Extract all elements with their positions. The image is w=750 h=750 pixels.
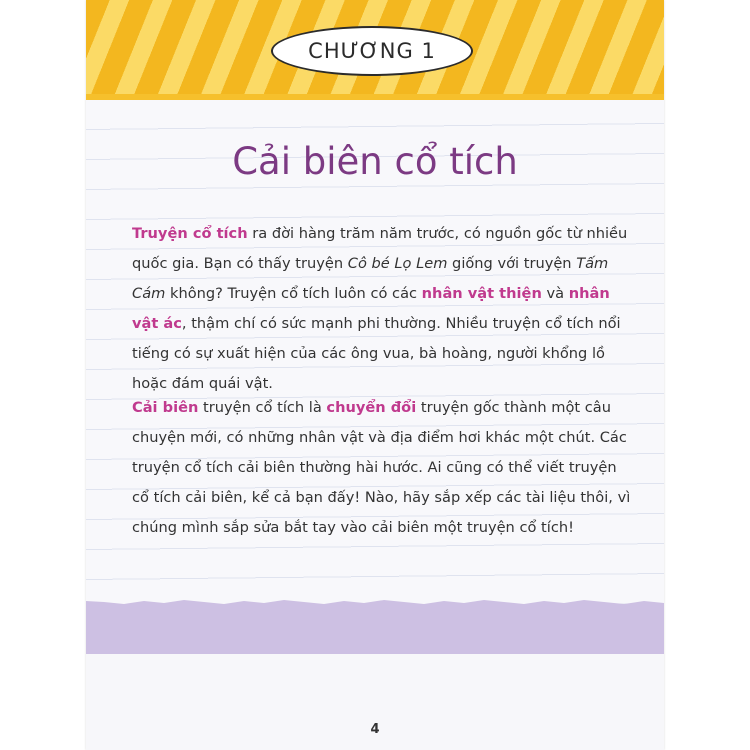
text-segment: truyện cổ tích là <box>198 399 327 416</box>
lavender-torn-edge <box>86 596 664 610</box>
paragraph-intro <box>132 219 632 399</box>
term-adaptation: Cải biên <box>132 399 199 416</box>
story-title-tam-cam: Tấm Cám <box>132 255 609 302</box>
chapter-badge <box>271 26 473 76</box>
text-segment: giống với truyện <box>447 255 577 272</box>
text-segment: , thậm chí có sức mạnh phi thường. Nhiều truyện cổ tích nổi tiếng có sự xuất hiện của các ông vua, bà hoàng, người khổng lồ hoặc đám quái vật. <box>132 315 621 392</box>
text-segment: truyện gốc thành một câu chuyện mới, có những nhân vật và địa điểm hơi khác một chút. Các truyện cổ tích cải biên thường hài hước. Ai cũng có thể viết truyện cổ tích cải biên, kể cả bạn đấy! Nào, hãy sắp xếp các tài liệu thôi, vì chúng mình sắp sửa bắt tay vào cải biên một truyện cổ tích! <box>132 399 631 536</box>
book-page <box>86 0 664 750</box>
term-transform: chuyển đổi <box>326 399 417 416</box>
lavender-band <box>86 604 664 654</box>
page-title: Cải biên cổ tích <box>232 140 518 183</box>
text-segment: không? Truyện cổ tích luôn có các <box>165 285 422 302</box>
term-evil-characters: nhân vật ác <box>132 285 610 332</box>
page-number: 4 <box>370 722 380 737</box>
term-fairy-tale: Truyện cổ tích <box>132 225 248 242</box>
term-good-characters: nhân vật thiện <box>421 285 542 302</box>
text-segment: và <box>541 285 569 302</box>
chapter-label: CHƯƠNG 1 <box>308 39 436 63</box>
text-segment: ra đời hàng trăm năm trước, có nguồn gốc từ nhiều quốc gia. Bạn có thấy truyện <box>132 225 628 272</box>
paragraph-adaptation <box>132 393 632 543</box>
story-title-cinderella: Cô bé Lọ Lem <box>347 255 448 272</box>
